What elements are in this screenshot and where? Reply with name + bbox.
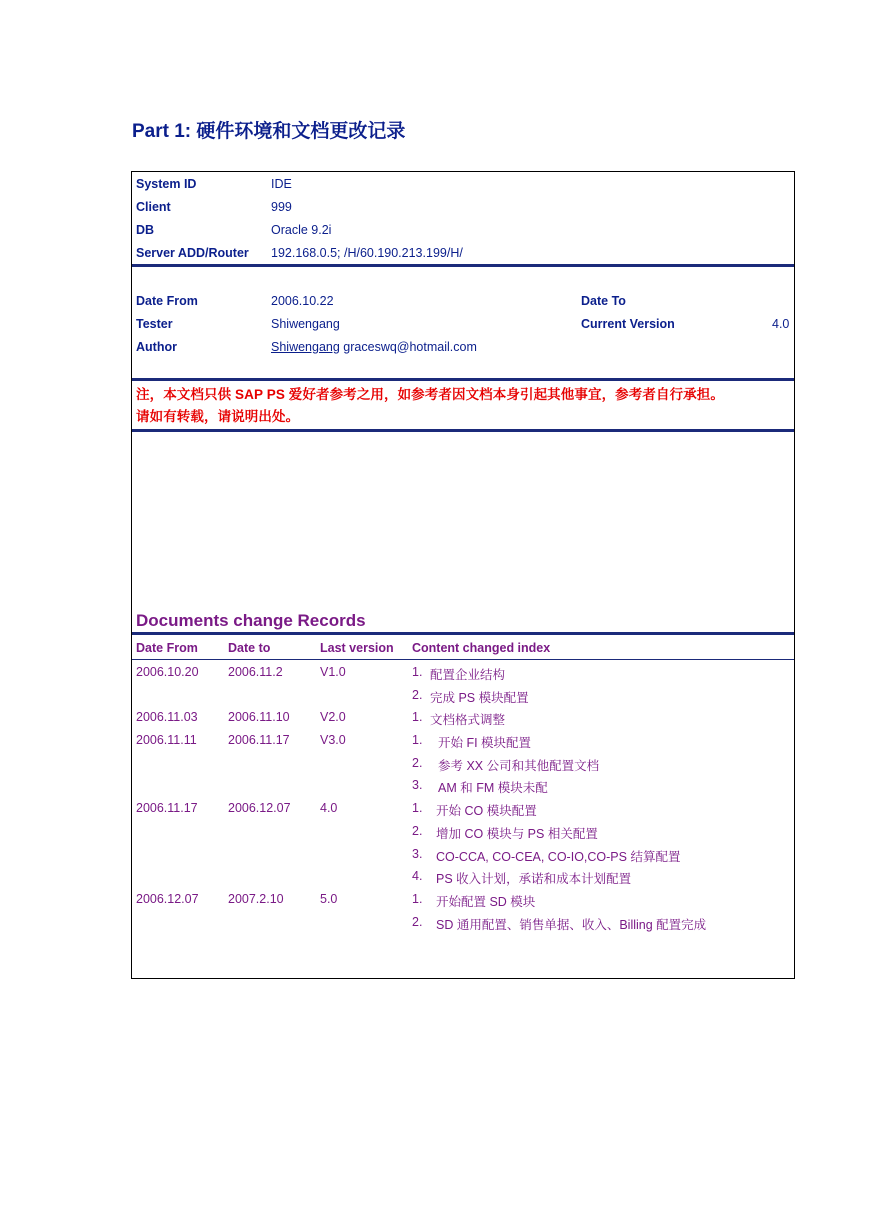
tester-label: Tester [136,317,173,331]
item-number: 2. [412,688,423,702]
item-text: PS 收入计划，承诺和成本计划配置 [436,872,632,886]
item-text: CO-CCA, CO-CEA, CO-IO,CO-PS 结算配置 [436,850,681,864]
divider [132,378,794,381]
item-text: 开始 CO 模块配置 [436,804,537,818]
record-version: 4.0 [320,801,338,815]
item-text: 参考 XX 公司和其他配置文档 [438,759,600,773]
notice-line-1: 注，本文档只供 SAP PS 爱好者参考之用，如参考者因文档本身引起其他事宜，参考者自行承担。 [136,387,724,402]
record-date-from: 2006.11.03 [136,710,198,724]
divider [132,632,794,635]
item-number: 2. [412,824,423,838]
item-text: 配置企业结构 [430,668,506,682]
client-label: Client [136,200,171,214]
item-number: 1. [412,710,423,724]
document-info-frame [131,171,795,979]
author-email: graceswq@hotmail.com [343,340,477,354]
item-text: 文档格式调整 [430,713,506,727]
server-label: Server ADD/Router [136,246,249,260]
date-to-label: Date To [581,294,626,308]
header-date-to: Date to [228,641,271,655]
records-title: Documents change Records [136,611,366,630]
item-number: 1. [412,892,423,906]
item-number: 3. [412,778,423,792]
header-content-index: Content changed index [412,641,551,655]
page-title: Part 1: 硬件环境和文档更改记录 [132,121,406,142]
item-number: 2. [412,756,423,770]
record-date-to: 2006.11.2 [228,665,283,679]
item-number: 1. [412,801,423,815]
record-version: V1.0 [320,665,346,679]
author-value [271,340,477,354]
item-text: 开始 FI 模块配置 [438,736,532,750]
record-date-to: 2007.2.10 [228,892,284,906]
record-version: V3.0 [320,733,346,747]
record-date-from: 2006.12.07 [136,892,199,906]
item-number: 3. [412,847,423,861]
item-text: 增加 CO 模块与 PS 相关配置 [436,827,598,841]
date-from-value: 2006.10.22 [271,294,334,308]
item-text: 开始配置 SD 模块 [436,895,536,909]
author-link[interactable]: Shiwengang [271,340,340,354]
server-value: 192.168.0.5; /H/60.190.213.199/H/ [271,246,463,260]
item-text: 完成 PS 模块配置 [430,691,529,705]
divider [132,659,794,660]
record-version: 5.0 [320,892,338,906]
tester-value: Shiwengang [271,317,340,331]
item-number: 1. [412,733,423,747]
notice-line-2: 请如有转载，请说明出处。 [136,409,300,424]
record-date-to: 2006.11.10 [228,710,290,724]
record-date-from: 2006.11.11 [136,733,197,747]
system-id-label: System ID [136,177,197,191]
current-version-label: Current Version [581,317,675,331]
current-version-value: 4.0 [772,317,790,331]
record-version: V2.0 [320,710,346,724]
divider [132,264,794,267]
header-last-version: Last version [320,641,394,655]
header-date-from: Date From [136,641,198,655]
item-number: 2. [412,915,423,929]
record-date-from: 2006.10.20 [136,665,199,679]
record-date-from: 2006.11.17 [136,801,198,815]
notice [136,384,796,428]
item-text: SD 通用配置、销售单据、收入、Billing 配置完成 [436,918,707,932]
client-value: 999 [271,200,292,214]
record-date-to: 2006.12.07 [228,801,291,815]
item-text: AM 和 FM 模块未配 [438,781,548,795]
divider [132,429,794,432]
record-date-to: 2006.11.17 [228,733,290,747]
item-number: 1. [412,665,423,679]
system-id-value: IDE [271,177,292,191]
date-from-label: Date From [136,294,198,308]
author-label: Author [136,340,177,354]
db-value: Oracle 9.2i [271,223,332,237]
db-label: DB [136,223,155,237]
item-number: 4. [412,869,423,883]
